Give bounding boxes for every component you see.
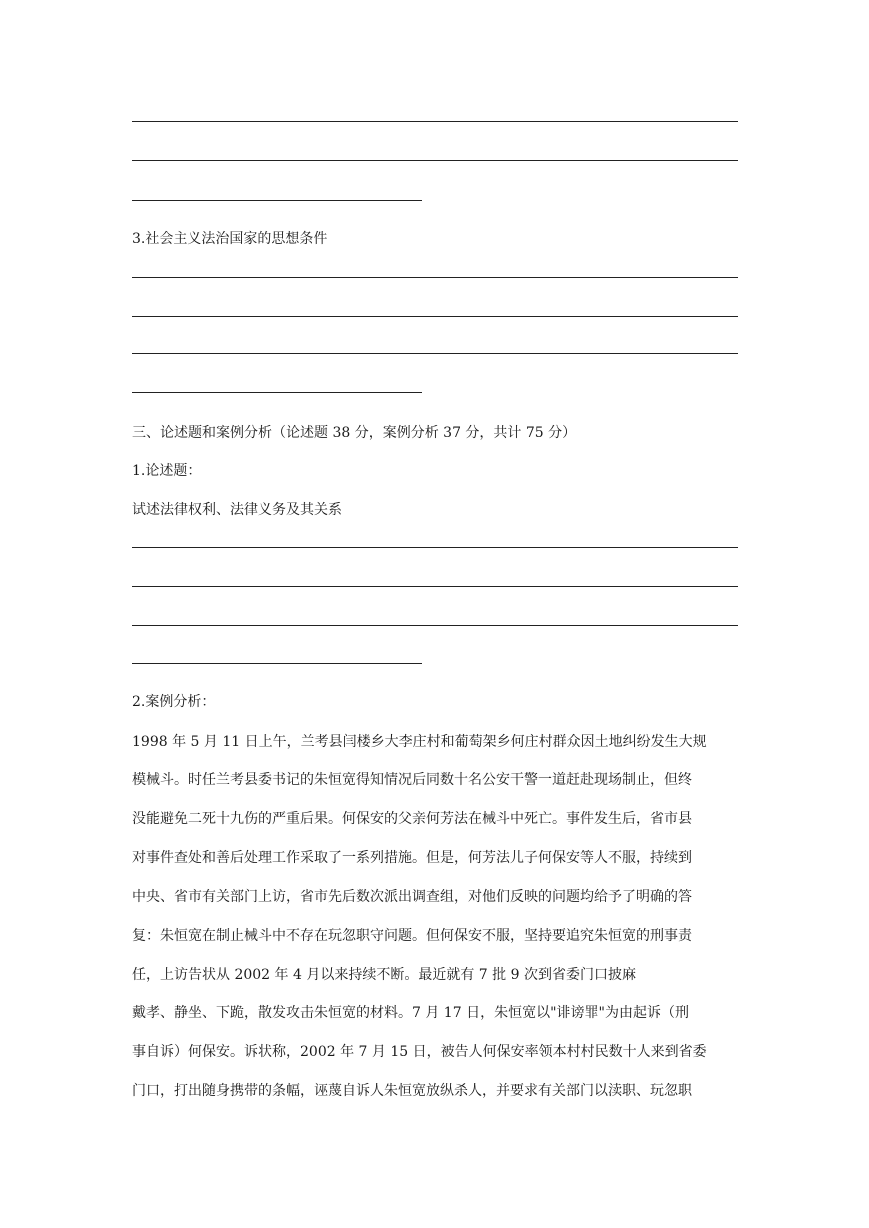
section-heading: 三、论述题和案例分析（论述题 38 分，案例分析 37 分，共计 75 分） bbox=[132, 425, 577, 441]
case-line: 复：朱恒宽在制止械斗中不存在玩忽职守问题。但何保安不服，坚持要追究朱恒宽的刑事责 bbox=[132, 928, 692, 944]
answer-line bbox=[132, 663, 422, 664]
question-item-3: 3.社会主义法治国家的思想条件 bbox=[132, 231, 328, 247]
case-line: 戴孝、静坐、下跪，散发攻击朱恒宽的材料。7 月 17 日，朱恒宽以"诽谤罪"为由起诉（刑 bbox=[132, 1005, 689, 1021]
case-label: 2.案例分析： bbox=[132, 694, 216, 710]
answer-line bbox=[132, 200, 422, 201]
answer-line bbox=[132, 353, 738, 354]
essay-question: 试述法律权利、法律义务及其关系 bbox=[132, 502, 342, 518]
answer-line bbox=[132, 160, 738, 161]
case-line: 对事件查处和善后处理工作采取了一系列措施。但是，何芳法儿子何保安等人不服，持续到 bbox=[132, 850, 692, 866]
answer-line bbox=[132, 121, 738, 122]
case-line: 没能避免二死十九伤的严重后果。何保安的父亲何芳法在械斗中死亡。事件发生后，省市县 bbox=[132, 811, 692, 827]
essay-label: 1.论述题： bbox=[132, 463, 202, 479]
answer-line bbox=[132, 277, 738, 278]
case-line: 任，上访告状从 2002 年 4 月以来持续不断。最近就有 7 批 9 次到省委门口披麻 bbox=[132, 967, 636, 983]
case-line: 模械斗。时任兰考县委书记的朱恒宽得知情况后同数十名公安干警一道赶赴现场制止，但终 bbox=[132, 772, 692, 788]
case-line: 中央、省市有关部门上访，省市先后数次派出调查组，对他们反映的问题均给予了明确的答 bbox=[132, 889, 692, 905]
case-line: 1998 年 5 月 11 日上午，兰考县闫楼乡大李庄村和葡萄架乡何庄村群众因土地纠纷发生大规 bbox=[132, 734, 707, 750]
answer-line bbox=[132, 316, 738, 317]
case-line: 事自诉）何保安。诉状称，2002 年 7 月 15 日，被告人何保安率领本村村民数十人来到省委 bbox=[132, 1044, 707, 1060]
answer-line bbox=[132, 625, 738, 626]
case-paragraph bbox=[132, 733, 738, 1133]
answer-line bbox=[132, 586, 738, 587]
answer-line bbox=[132, 392, 422, 393]
answer-line bbox=[132, 547, 738, 548]
case-line: 门口，打出随身携带的条幅，诬蔑自诉人朱恒宽放纵杀人，并要求有关部门以渎职、玩忽职 bbox=[132, 1083, 692, 1099]
